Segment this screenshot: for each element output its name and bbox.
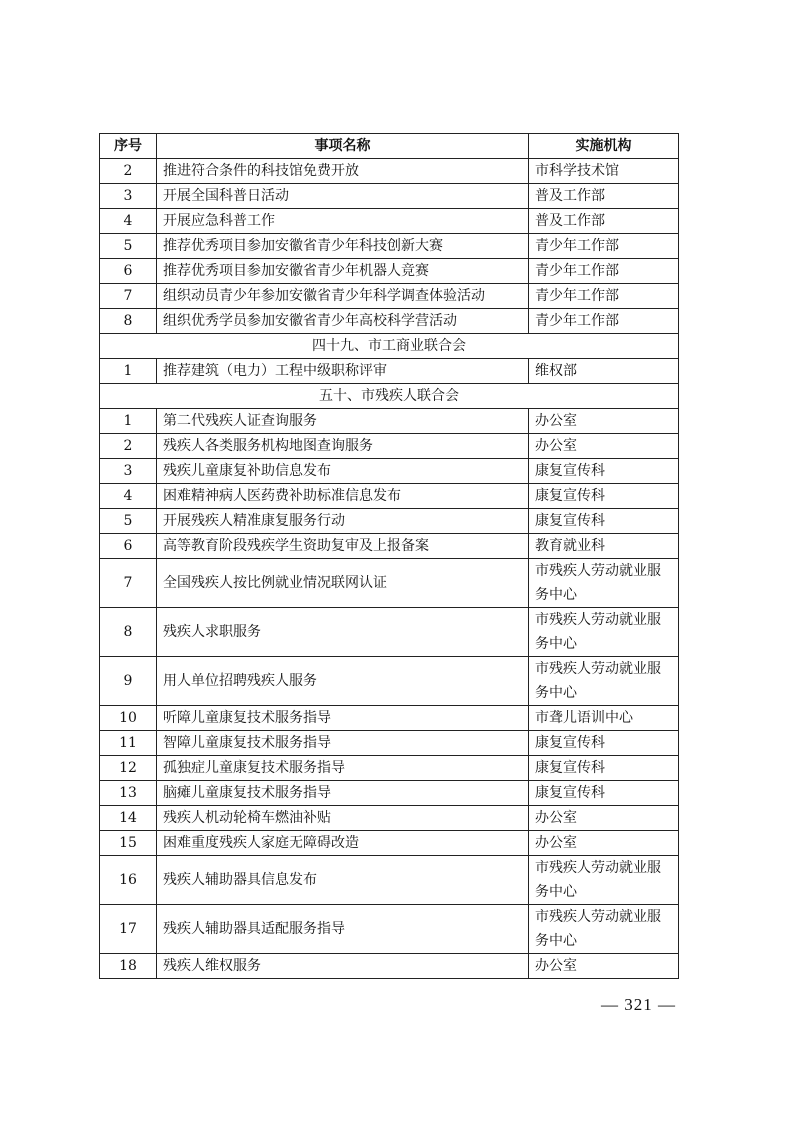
cell-serial-number: 17 bbox=[100, 905, 157, 954]
header-item-name: 事项名称 bbox=[157, 134, 529, 159]
cell-item-name: 残疾人维权服务 bbox=[157, 954, 529, 979]
cell-serial-number: 14 bbox=[100, 806, 157, 831]
cell-implementing-agency: 康复宣传科 bbox=[529, 731, 679, 756]
cell-implementing-agency: 办公室 bbox=[529, 954, 679, 979]
cell-implementing-agency: 康复宣传科 bbox=[529, 509, 679, 534]
section-row bbox=[100, 334, 679, 359]
cell-serial-number: 2 bbox=[100, 434, 157, 459]
cell-item-name: 孤独症儿童康复技术服务指导 bbox=[157, 756, 529, 781]
table-row bbox=[100, 657, 679, 706]
table-row bbox=[100, 234, 679, 259]
cell-implementing-agency: 市残疾人劳动就业服务中心 bbox=[529, 608, 679, 657]
cell-implementing-agency: 市残疾人劳动就业服务中心 bbox=[529, 905, 679, 954]
cell-serial-number: 10 bbox=[100, 706, 157, 731]
cell-serial-number: 18 bbox=[100, 954, 157, 979]
cell-item-name: 残疾人辅助器具适配服务指导 bbox=[157, 905, 529, 954]
cell-item-name: 推荐优秀项目参加安徽省青少年机器人竞赛 bbox=[157, 259, 529, 284]
section-title: 四十九、市工商业联合会 bbox=[100, 334, 679, 359]
cell-item-name: 组织优秀学员参加安徽省青少年高校科学营活动 bbox=[157, 309, 529, 334]
cell-implementing-agency: 康复宣传科 bbox=[529, 459, 679, 484]
cell-item-name: 推进符合条件的科技馆免费开放 bbox=[157, 159, 529, 184]
cell-serial-number: 3 bbox=[100, 184, 157, 209]
table-row bbox=[100, 781, 679, 806]
cell-serial-number: 4 bbox=[100, 484, 157, 509]
header-serial-number: 序号 bbox=[100, 134, 157, 159]
cell-serial-number: 3 bbox=[100, 459, 157, 484]
cell-item-name: 困难重度残疾人家庭无障碍改造 bbox=[157, 831, 529, 856]
table-row bbox=[100, 706, 679, 731]
cell-implementing-agency: 青少年工作部 bbox=[529, 234, 679, 259]
cell-serial-number: 13 bbox=[100, 781, 157, 806]
cell-serial-number: 8 bbox=[100, 608, 157, 657]
cell-item-name: 开展残疾人精准康复服务行动 bbox=[157, 509, 529, 534]
cell-item-name: 开展应急科普工作 bbox=[157, 209, 529, 234]
cell-item-name: 残疾人各类服务机构地图查询服务 bbox=[157, 434, 529, 459]
cell-serial-number: 15 bbox=[100, 831, 157, 856]
table-row bbox=[100, 856, 679, 905]
table-row bbox=[100, 608, 679, 657]
table-row bbox=[100, 954, 679, 979]
cell-implementing-agency: 康复宣传科 bbox=[529, 484, 679, 509]
cell-implementing-agency: 青少年工作部 bbox=[529, 259, 679, 284]
table-row bbox=[100, 259, 679, 284]
table-row bbox=[100, 209, 679, 234]
cell-implementing-agency: 市残疾人劳动就业服务中心 bbox=[529, 559, 679, 608]
table-row bbox=[100, 756, 679, 781]
table-row bbox=[100, 509, 679, 534]
section-row bbox=[100, 384, 679, 409]
cell-serial-number: 2 bbox=[100, 159, 157, 184]
cell-implementing-agency: 康复宣传科 bbox=[529, 781, 679, 806]
cell-item-name: 开展全国科普日活动 bbox=[157, 184, 529, 209]
cell-serial-number: 1 bbox=[100, 359, 157, 384]
cell-item-name: 智障儿童康复技术服务指导 bbox=[157, 731, 529, 756]
cell-serial-number: 6 bbox=[100, 534, 157, 559]
cell-serial-number: 5 bbox=[100, 234, 157, 259]
cell-serial-number: 11 bbox=[100, 731, 157, 756]
table-row bbox=[100, 284, 679, 309]
cell-item-name: 组织动员青少年参加安徽省青少年科学调查体验活动 bbox=[157, 284, 529, 309]
cell-item-name: 第二代残疾人证查询服务 bbox=[157, 409, 529, 434]
cell-item-name: 推荐优秀项目参加安徽省青少年科技创新大赛 bbox=[157, 234, 529, 259]
cell-implementing-agency: 办公室 bbox=[529, 409, 679, 434]
table-row bbox=[100, 534, 679, 559]
cell-item-name: 用人单位招聘残疾人服务 bbox=[157, 657, 529, 706]
table-row bbox=[100, 434, 679, 459]
cell-implementing-agency: 办公室 bbox=[529, 806, 679, 831]
table-row bbox=[100, 831, 679, 856]
cell-implementing-agency: 市科学技术馆 bbox=[529, 159, 679, 184]
cell-implementing-agency: 青少年工作部 bbox=[529, 284, 679, 309]
table-row bbox=[100, 359, 679, 384]
cell-implementing-agency: 教育就业科 bbox=[529, 534, 679, 559]
section-title: 五十、市残疾人联合会 bbox=[100, 384, 679, 409]
cell-implementing-agency: 市残疾人劳动就业服务中心 bbox=[529, 657, 679, 706]
cell-implementing-agency: 办公室 bbox=[529, 434, 679, 459]
table-row bbox=[100, 905, 679, 954]
cell-item-name: 残疾人机动轮椅车燃油补贴 bbox=[157, 806, 529, 831]
cell-implementing-agency: 康复宣传科 bbox=[529, 756, 679, 781]
cell-item-name: 残疾人求职服务 bbox=[157, 608, 529, 657]
cell-implementing-agency: 青少年工作部 bbox=[529, 309, 679, 334]
cell-serial-number: 16 bbox=[100, 856, 157, 905]
service-items-table bbox=[99, 133, 679, 979]
cell-item-name: 听障儿童康复技术服务指导 bbox=[157, 706, 529, 731]
cell-item-name: 残疾儿童康复补助信息发布 bbox=[157, 459, 529, 484]
cell-implementing-agency: 办公室 bbox=[529, 831, 679, 856]
table-header-row bbox=[100, 134, 679, 159]
cell-serial-number: 5 bbox=[100, 509, 157, 534]
table-row bbox=[100, 559, 679, 608]
cell-item-name: 脑瘫儿童康复技术服务指导 bbox=[157, 781, 529, 806]
table-row bbox=[100, 309, 679, 334]
table-row bbox=[100, 184, 679, 209]
cell-serial-number: 7 bbox=[100, 284, 157, 309]
cell-item-name: 残疾人辅助器具信息发布 bbox=[157, 856, 529, 905]
cell-serial-number: 4 bbox=[100, 209, 157, 234]
cell-implementing-agency: 普及工作部 bbox=[529, 184, 679, 209]
table-row bbox=[100, 409, 679, 434]
page-number: — 321 — bbox=[601, 995, 676, 1014]
table-row bbox=[100, 806, 679, 831]
cell-serial-number: 1 bbox=[100, 409, 157, 434]
cell-item-name: 高等教育阶段残疾学生资助复审及上报备案 bbox=[157, 534, 529, 559]
cell-implementing-agency: 维权部 bbox=[529, 359, 679, 384]
cell-implementing-agency: 市残疾人劳动就业服务中心 bbox=[529, 856, 679, 905]
cell-serial-number: 12 bbox=[100, 756, 157, 781]
cell-item-name: 困难精神病人医药费补助标准信息发布 bbox=[157, 484, 529, 509]
cell-serial-number: 8 bbox=[100, 309, 157, 334]
header-implementing-agency: 实施机构 bbox=[529, 134, 679, 159]
cell-item-name: 推荐建筑（电力）工程中级职称评审 bbox=[157, 359, 529, 384]
cell-implementing-agency: 普及工作部 bbox=[529, 209, 679, 234]
table-row bbox=[100, 731, 679, 756]
table-row bbox=[100, 159, 679, 184]
table-row bbox=[100, 459, 679, 484]
cell-serial-number: 6 bbox=[100, 259, 157, 284]
cell-serial-number: 9 bbox=[100, 657, 157, 706]
cell-serial-number: 7 bbox=[100, 559, 157, 608]
cell-item-name: 全国残疾人按比例就业情况联网认证 bbox=[157, 559, 529, 608]
cell-implementing-agency: 市聋儿语训中心 bbox=[529, 706, 679, 731]
table-row bbox=[100, 484, 679, 509]
